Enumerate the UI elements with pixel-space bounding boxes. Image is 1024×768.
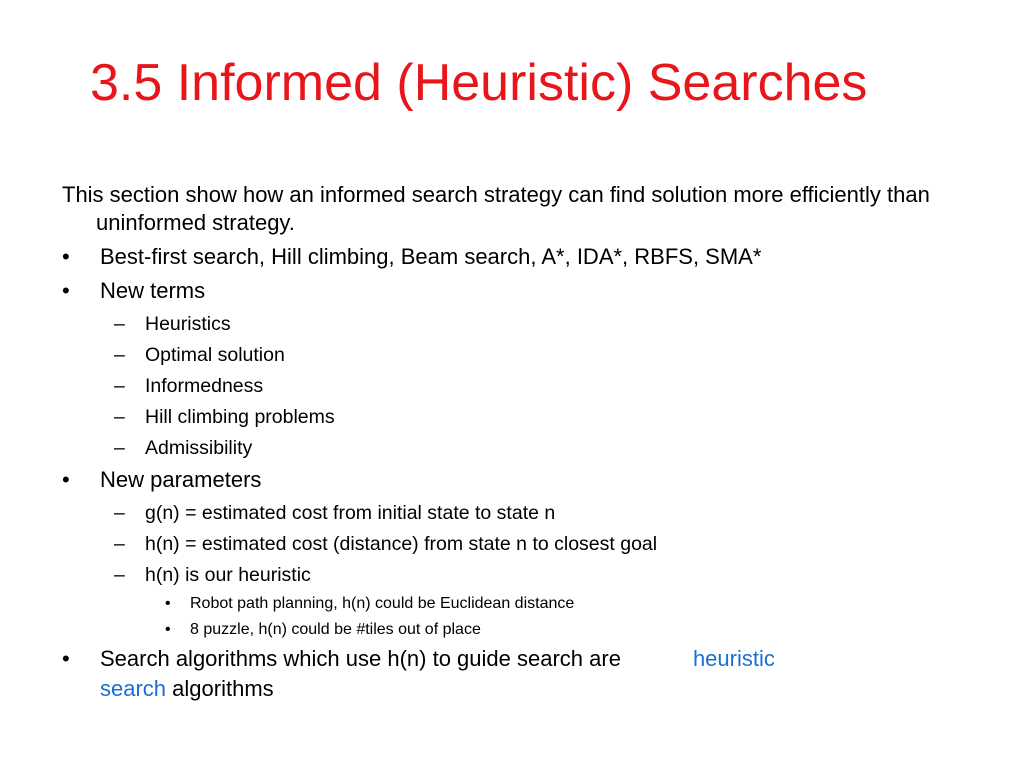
- sub-sub-item-text: Robot path planning, h(n) could be Euclidean distance: [190, 595, 575, 612]
- dash-icon: –: [114, 313, 125, 335]
- sub-item: [62, 499, 962, 527]
- search-link[interactable]: search: [100, 676, 167, 701]
- sub-item-text: Heuristics: [145, 313, 231, 335]
- sub-item-text: Hill climbing problems: [145, 406, 335, 428]
- dash-icon: –: [114, 564, 125, 586]
- sub-item: [62, 561, 962, 589]
- sub-sub-item-text: 8 puzzle, h(n) could be #tiles out of place: [190, 621, 481, 638]
- sub-item: [62, 434, 962, 462]
- sub-item-text: h(n) is our heuristic: [145, 564, 311, 586]
- bullet-text: Search algorithms which use h(n) to guide search are: [100, 646, 621, 671]
- slide-title: 3.5 Informed (Heuristic) Searches: [90, 54, 868, 112]
- bullet-item-algorithms: [62, 242, 962, 272]
- bullet-icon: •: [62, 646, 70, 671]
- bullet-item-heuristic-search: [62, 644, 962, 704]
- bullet-text-end: algorithms: [172, 676, 274, 701]
- bullet-icon: •: [62, 278, 70, 303]
- bullet-icon: •: [62, 244, 70, 269]
- bullet-item-new-terms: [62, 276, 962, 306]
- dash-icon: –: [114, 502, 125, 524]
- bullet-icon: •: [165, 595, 171, 612]
- dash-icon: –: [114, 437, 125, 459]
- bullet-text: New parameters: [100, 467, 262, 492]
- bullet-item-new-parameters: [62, 465, 962, 495]
- sub-item-text: Admissibility: [145, 437, 253, 459]
- sub-item-text: Optimal solution: [145, 344, 285, 366]
- sub-item-text: h(n) = estimated cost (distance) from state n to closest goal: [145, 533, 658, 555]
- sub-item: [62, 530, 962, 558]
- sub-item: [62, 341, 962, 369]
- heuristic-link[interactable]: heuristic: [692, 646, 775, 671]
- dash-icon: –: [114, 406, 125, 428]
- bullet-icon: •: [165, 621, 171, 638]
- slide-body: [62, 181, 962, 708]
- sub-item-text: Informedness: [145, 375, 264, 397]
- sub-item: [62, 372, 962, 400]
- sub-sub-item: [62, 618, 962, 641]
- sub-sub-item: [62, 592, 962, 615]
- dash-icon: –: [114, 375, 125, 397]
- sub-item: [62, 310, 962, 338]
- bullet-text: New terms: [100, 278, 206, 303]
- intro-paragraph: This section show how an informed search strategy can find solution more efficiently than uninformed strategy.: [62, 182, 930, 235]
- dash-icon: –: [114, 344, 125, 366]
- bullet-icon: •: [62, 467, 70, 492]
- sub-item-text: g(n) = estimated cost from initial state to state n: [145, 502, 556, 524]
- bullet-text: Best-first search, Hill climbing, Beam search, A*, IDA*, RBFS, SMA*: [100, 244, 762, 269]
- dash-icon: –: [114, 533, 125, 555]
- sub-item: [62, 403, 962, 431]
